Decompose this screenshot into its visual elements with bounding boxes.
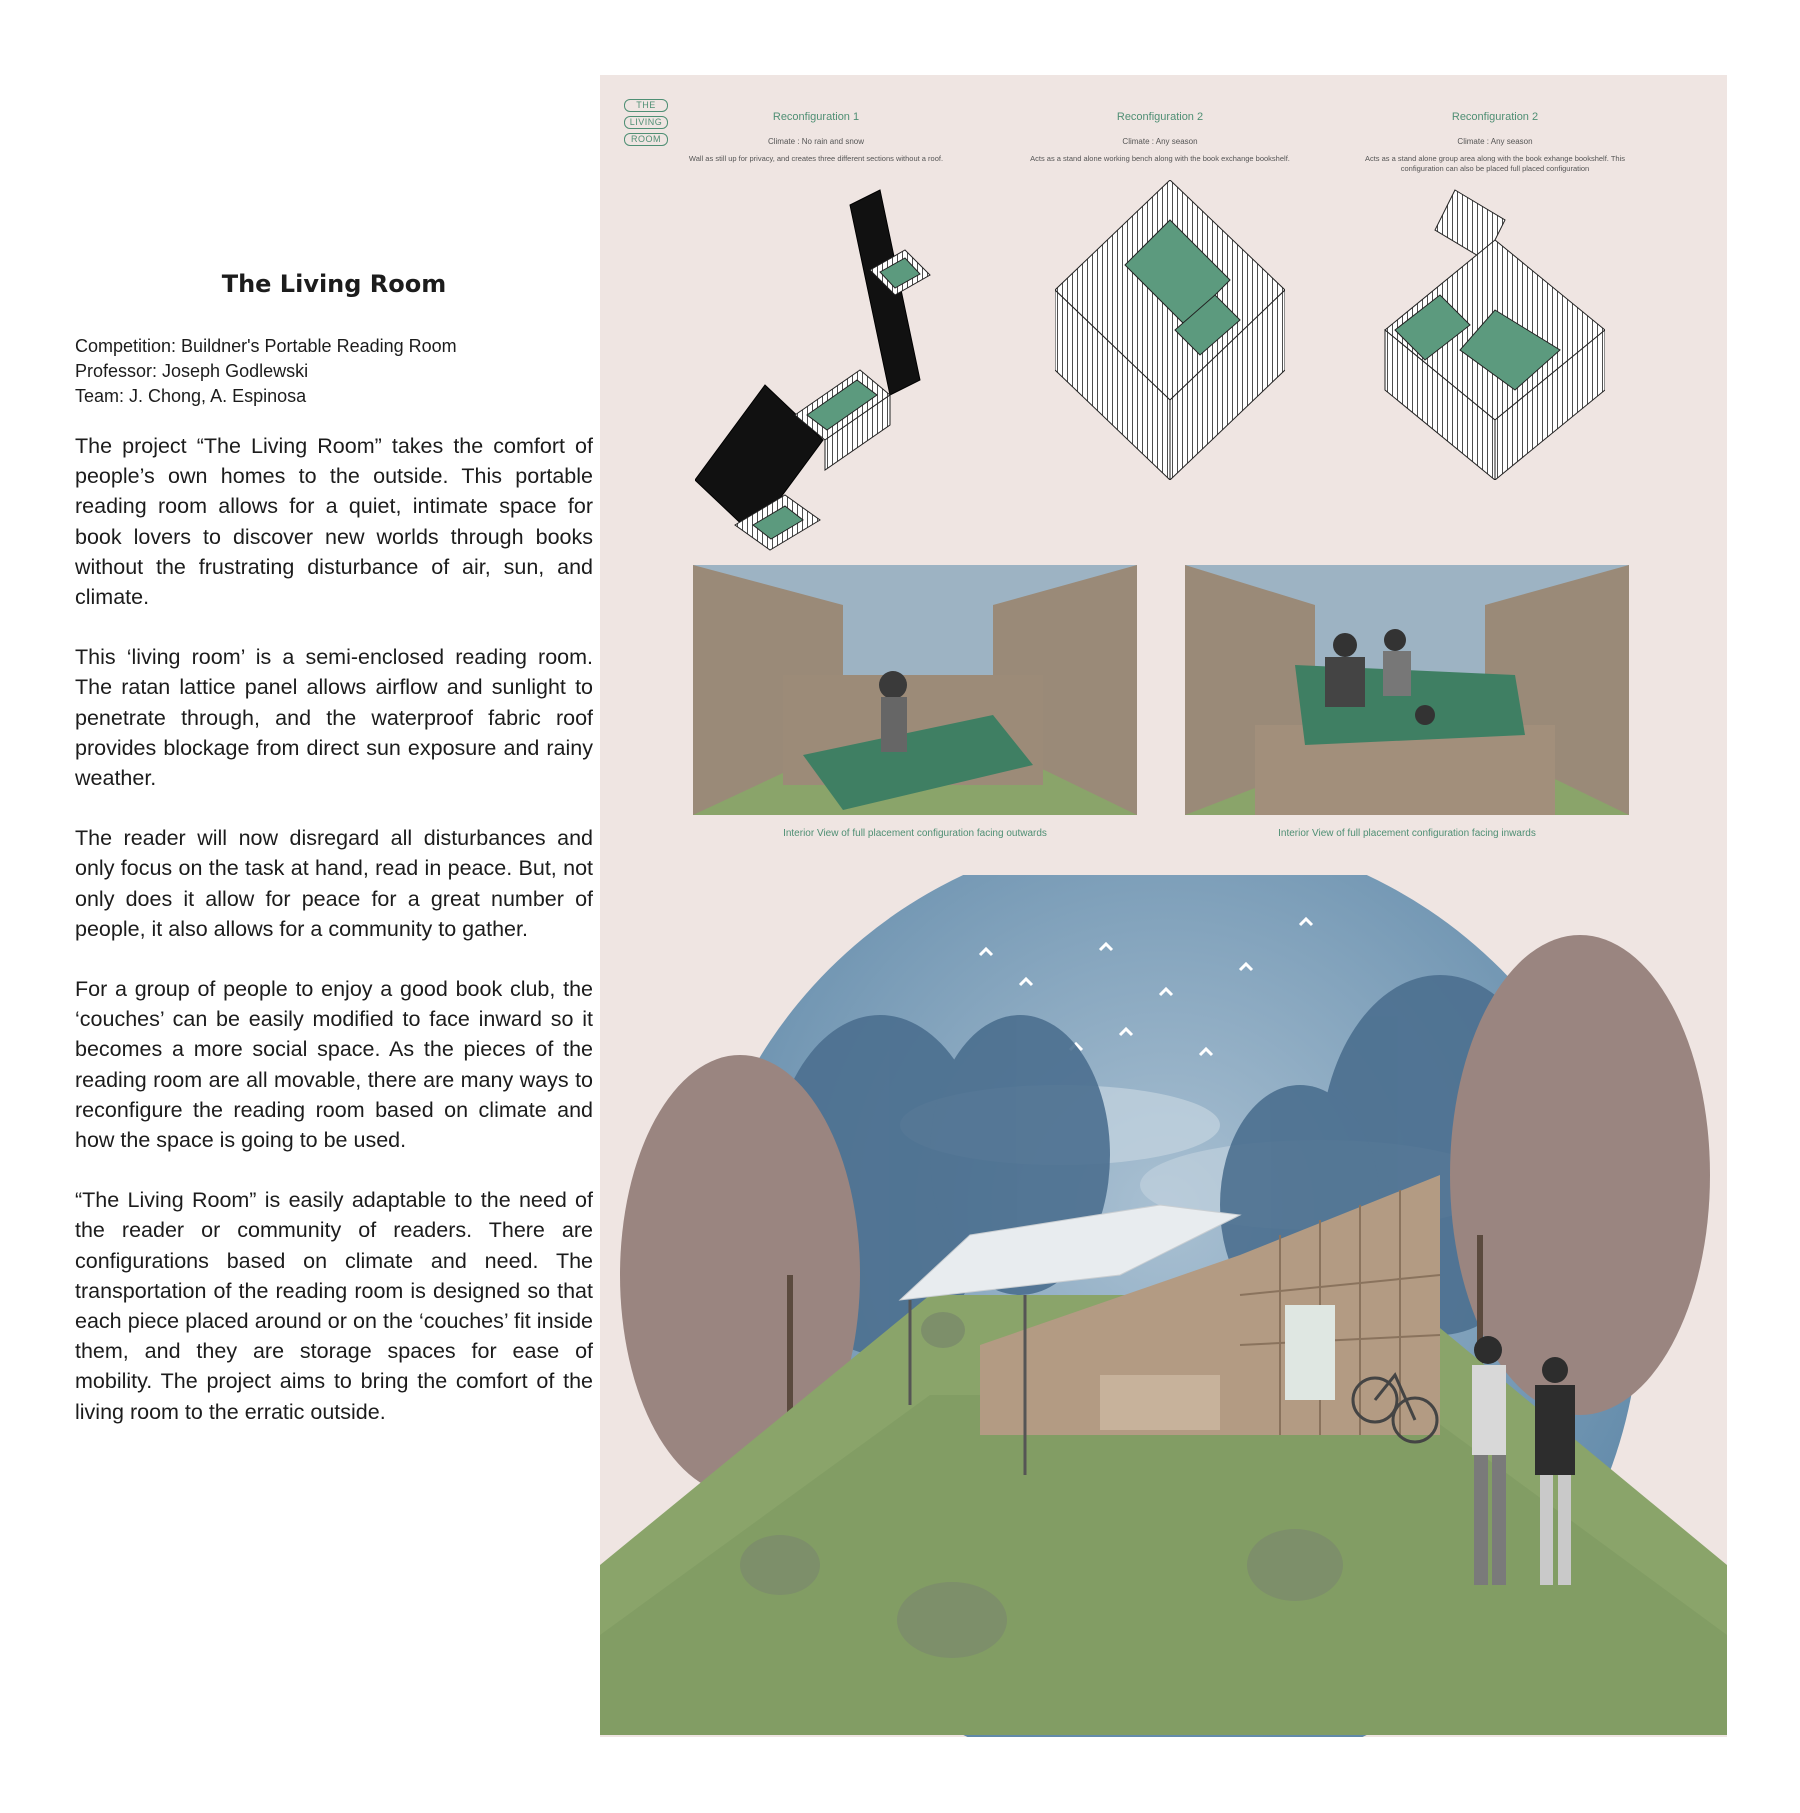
paragraph-community: The reader will now disregard all disturbances and only focus on the task at hand, read in peace. But, not only does it allow for peace for a great number of people, it also allows for a community to gather.: [75, 826, 593, 941]
competition-line: Competition: Buildner's Portable Reading Room: [75, 336, 457, 356]
config-1-climate: Climate : No rain and snow: [767, 137, 865, 146]
logo-word-3: ROOM: [624, 133, 668, 146]
config-2-title: Reconfiguration 2: [1116, 111, 1204, 123]
team-line: Team: J. Chong, A. Espinosa: [75, 386, 307, 406]
axonometric-config-2: [1055, 180, 1285, 480]
config-1-title: Reconfiguration 1: [772, 111, 860, 123]
exterior-perspective-render: [600, 875, 1727, 1737]
config-2-climate: Climate : Any season: [1122, 137, 1198, 146]
config-2-header: [1010, 111, 1310, 164]
config-3-title: Reconfiguration 2: [1451, 111, 1539, 123]
paragraph-intro: The project “The Living Room” takes the comfort of people’s own homes to the outside. This portable reading room allows for a quiet, intimate space for book lovers to discover new worlds through books without the frustrating disturbance of air, sun, and climate.: [75, 434, 593, 610]
description-column: [75, 270, 593, 1457]
project-title: The Living Room: [221, 270, 447, 298]
professor-line: Professor: Joseph Godlewski: [75, 361, 309, 381]
config-1-header: [666, 111, 966, 164]
config-3-description: Acts as a stand alone group area along with the book exhange bookshelf. This configuration can also be placed full placed configuration: [1364, 154, 1626, 173]
config-2-description: Acts as a stand alone working bench along with the book exchange bookshelf.: [1030, 154, 1290, 163]
axonometric-config-1: [695, 180, 955, 560]
caption-outwards: Interior View of full placement configuration facing outwards: [783, 828, 1047, 839]
axonometric-config-3: [1375, 180, 1605, 480]
config-3-climate: Climate : Any season: [1457, 137, 1533, 146]
config-1-description: Wall as still up for privacy, and creates three different sections without a roof.: [688, 154, 944, 163]
project-credits: [75, 334, 593, 409]
config-3-header: [1345, 111, 1645, 174]
interior-render-outwards: [693, 565, 1137, 815]
paragraph-adaptable: “The Living Room” is easily adaptable to the need of the reader or community of readers. There are configurations based on climate and need. The transportation of the reading room is designed so that each piece placed around or on the ‘couches’ fit inside them, and they are storage spaces for ease of mobility. The project aims to bring the comfort of the living room to the erratic outside.: [75, 1188, 593, 1424]
interior-render-inwards: [1185, 565, 1629, 815]
presentation-board: [600, 75, 1727, 1737]
paragraph-reconfigure: For a group of people to enjoy a good book club, the ‘couches’ can be easily modified to face inward so it becomes a more social space. As the pieces of the reading room are all movable, there are many ways to reconfigure the reading room based on climate and how the space is going to be used.: [75, 977, 593, 1153]
living-room-logo: [624, 99, 668, 150]
paragraph-materials: This ‘living room’ is a semi-enclosed reading room. The ratan lattice panel allows airflow and sunlight to penetrate through, and the waterproof fabric roof provides blockage from direct sun exposure and rainy weather.: [75, 645, 593, 791]
logo-word-2: LIVING: [624, 116, 668, 129]
logo-word-1: THE: [624, 99, 668, 112]
caption-inwards: Interior View of full placement configuration facing inwards: [1278, 828, 1536, 839]
